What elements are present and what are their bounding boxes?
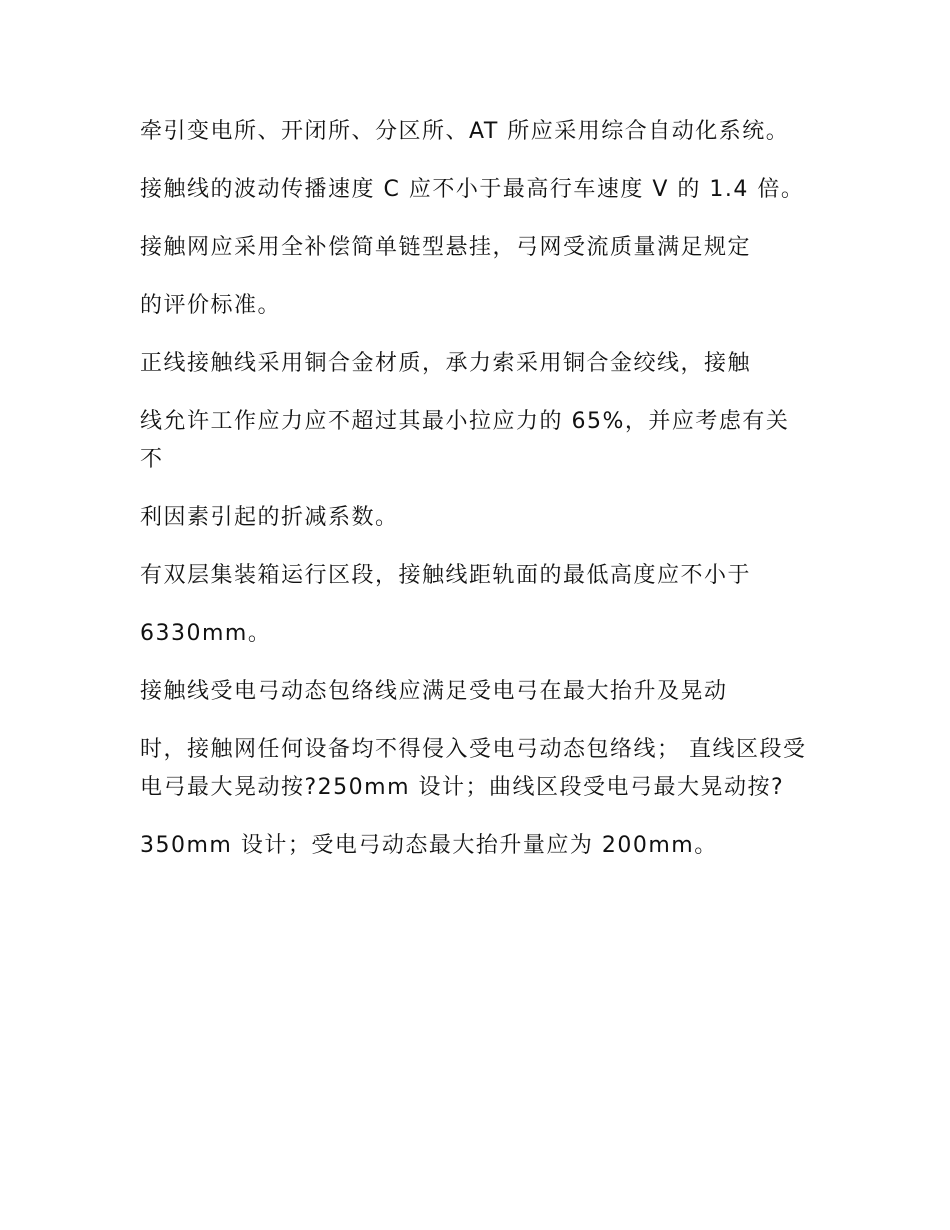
paragraph-12: 350mm 设计；受电弓动态最大抬升量应为 200mm。: [140, 833, 718, 858]
paragraph-4: 的评价标准。: [140, 293, 282, 318]
paragraph-10: 接触线受电弓动态包络线应满足受电弓在最大抬升及晃动: [140, 679, 728, 704]
paragraph-1: 牵引变电所、开闭所、分区所、AT 所应采用综合自动化系统。: [140, 119, 790, 144]
paragraph-9: 6330mm。: [140, 621, 272, 646]
paragraph-7: 利因素引起的折减系数。: [140, 505, 399, 530]
paragraph-2: 接触线的波动传播速度 C 应不小于最高行车速度 V 的 1.4 倍。: [140, 177, 805, 202]
paragraph-5: 正线接触线采用铜合金材质，承力索采用铜合金绞线，接触: [140, 351, 752, 376]
paragraph-3: 接触网应采用全补偿简单链型悬挂，弓网受流质量满足规定: [140, 235, 752, 260]
document-body: [140, 113, 812, 885]
paragraph-6: 线允许工作应力应不超过其最小拉应力的 65%，并应考虑有关不: [140, 409, 790, 472]
paragraph-8: 有双层集装箱运行区段，接触线距轨面的最低高度应不小于: [140, 563, 752, 588]
paragraph-11: 时，接触网任何设备均不得侵入受电弓动态包络线； 直线区段受电弓最大晃动按?250mm 设计；曲线区段受电弓最大晃动按?: [140, 737, 807, 800]
